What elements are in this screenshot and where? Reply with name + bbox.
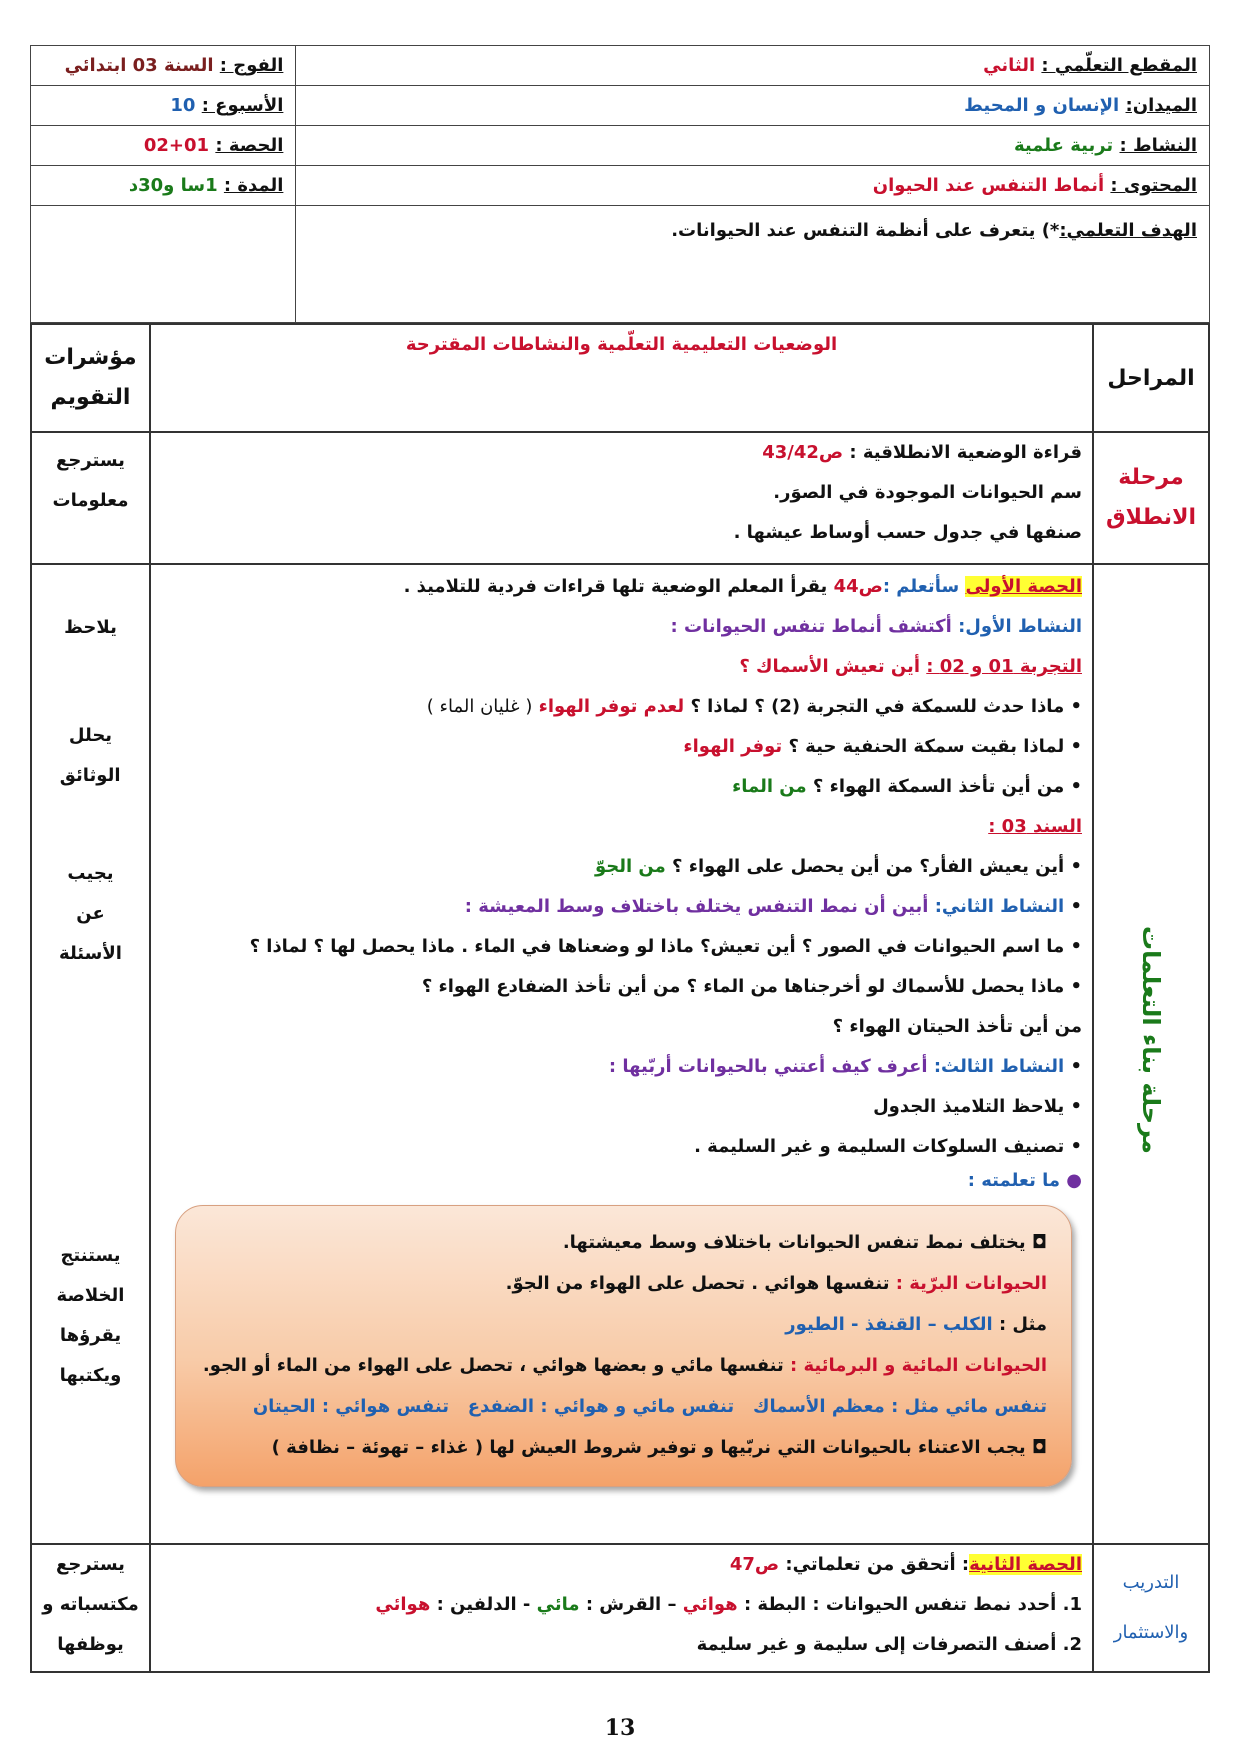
activity-value: تربية علمية <box>1013 135 1114 156</box>
summary-water: الحيوانات المائية و البرمائية : تنفسها مائي و بعضها هوائي ، تحصل على الهواء من الماء أو الجو. <box>202 1355 1047 1376</box>
launch-line-1: قراءة الوضعية الانطلاقية : ص43/42 <box>762 442 1082 463</box>
summary-box <box>175 1205 1072 1487</box>
indicator-conclude: يستنتج الخلاصة يقرؤها ويكتبها <box>56 1245 125 1386</box>
question-6: • ماذا يحصل للأسماك لو أخرجناها من الماء ؟ من أين تأخذ الضفادع الهواء ؟ <box>161 967 1082 1007</box>
goal-cell <box>296 206 1210 323</box>
launch-line-3: صنفها في جدول حسب أوساط عيشها . <box>733 522 1082 543</box>
col-situations-header: الوضعيات التعليمية التعلّمية والنشاطات المقترحة <box>150 324 1093 432</box>
session-label: الحصة : <box>215 135 284 156</box>
summary-example: مثل : الكلب – القنفذ - الطيور <box>785 1314 1047 1335</box>
launch-indicator: يسترجع معلومات <box>31 432 150 564</box>
lesson-table <box>30 323 1210 1673</box>
duration-value: 1سا و30د <box>128 175 218 196</box>
practice-item-2: 2. أصنف التصرفات إلى سليمة و غير سليمة <box>696 1634 1082 1655</box>
field-label: الميدان: <box>1125 95 1197 116</box>
goal-value: *) يتعرف على أنظمة التنفس عند الحيوانات. <box>671 220 1060 241</box>
activity1-line: النشاط الأول: أكتشف أنماط تنفس الحيوانات : <box>670 616 1082 637</box>
practice-content <box>150 1544 1093 1672</box>
group-value: السنة 03 ابتدائي <box>64 55 214 76</box>
week-cell <box>31 86 296 126</box>
build-content <box>150 564 1093 1544</box>
content-cell <box>296 166 1210 206</box>
goal-empty-cell <box>31 206 296 323</box>
summary-land: الحيوانات البرّية : تنفسها هوائي . تحصل على الهواء من الجوّ. <box>505 1273 1047 1294</box>
question-8: • يلاحظ التلاميذ الجدول <box>161 1087 1082 1127</box>
activity-label: النشاط : <box>1119 135 1197 156</box>
field-cell <box>296 86 1210 126</box>
launch-stage: مرحلة الانطلاق <box>1093 432 1209 564</box>
practice-stage: التدريب والاستثمار <box>1093 1544 1209 1672</box>
question-7: من أين تأخذ الحيتان الهواء ؟ <box>832 1016 1082 1037</box>
build-stage-cell <box>1093 564 1209 1544</box>
goal-label: الهدف التعلمي: <box>1059 220 1197 241</box>
practice-indicator: يسترجع مكتسباته و يوظفها <box>31 1544 150 1672</box>
group-cell <box>31 46 296 86</box>
question-9: • تصنيف السلوكات السليمة و غير السليمة . <box>161 1127 1082 1167</box>
launch-line-2: سم الحيوانات الموجودة في الصوَر. <box>773 482 1082 503</box>
build-indicators <box>31 564 150 1544</box>
question-5: • ما اسم الحيوانات في الصور ؟ أين تعيش؟ ماذا لو وضعناها في الماء . ماذا يحصل لها ؟ لماذا ؟ <box>161 927 1082 967</box>
duration-cell <box>31 166 296 206</box>
experiment-line: التجربة 01 و 02 : أين تعيش الأسماك ؟ <box>739 656 1082 677</box>
question-1: • ماذا حدث للسمكة في التجربة (2) ؟ لماذا ؟ لعدم توفر الهواء ( غليان الماء ) <box>161 687 1082 727</box>
week-label: الأسبوع : <box>201 95 284 116</box>
duration-label: المدة : <box>223 175 284 196</box>
summary-2: ◘ يجب الاعتناء بالحيوانات التي نربّيها و توفير شروط العيش لها ( غذاء – تهوئة – نظافة ) <box>200 1427 1047 1468</box>
page-number: 13 <box>604 1715 636 1741</box>
segment-value: الثاني <box>983 55 1036 76</box>
session1-label: الحصة الأولى <box>965 576 1082 597</box>
header-table <box>30 45 1210 323</box>
session-cell <box>31 126 296 166</box>
summary-types: تنفس مائي مثل : معظم الأسماك تنفس مائي و هوائي : الضفدع تنفس هوائي : الحيتان <box>252 1396 1047 1417</box>
activity3-line: • النشاط الثالث: أعرف كيف أعتني بالحيوانات أربّيها : <box>161 1047 1082 1087</box>
question-3: • من أين تأخذ السمكة الهواء ؟ من الماء <box>161 767 1082 807</box>
launch-page: ص43/42 <box>762 442 844 463</box>
segment-cell <box>296 46 1210 86</box>
practice-item-1: 1. أحدد نمط تنفس الحيوانات : البطة : هوائي – القرش : مائي - الدلفين : هوائي <box>375 1594 1082 1615</box>
indicator-answer: يجيب عن الأسئلة <box>59 863 122 964</box>
build-stage: مرحلة بناء التعلمات <box>1137 926 1165 1154</box>
session1-line: الحصة الأولى سأتعلم :ص44 يقرأ المعلم الوضعية تلها قراءات فردية للتلاميذ . <box>403 576 1082 597</box>
content-label: المحتوى : <box>1110 175 1197 196</box>
session-value: 01+02 <box>143 135 210 156</box>
indicator-analyze: يحلل الوثائق <box>59 725 121 786</box>
week-value: 10 <box>170 95 196 116</box>
session2-line: الحصة الثانية: أتحقق من تعلماتي: ص47 <box>729 1554 1082 1575</box>
content-value: أنماط التنفس عند الحيوان <box>872 175 1105 196</box>
segment-label: المقطع التعلّمي : <box>1041 55 1197 76</box>
question-2: • لماذا بقيت سمكة الحنفية حية ؟ توفر الهواء <box>161 727 1082 767</box>
learned-line: ● ما تعلمته : <box>967 1170 1082 1191</box>
field-value: الإنسان و المحيط <box>964 95 1120 116</box>
group-label: الفوج : <box>219 55 284 76</box>
document-3: السند 03 : <box>988 816 1082 837</box>
activity2-line: • النشاط الثاني: أبين أن نمط التنفس يختلف باختلاف وسط المعيشة : <box>161 887 1082 927</box>
question-4: • أين يعيش الفأر؟ من أين يحصل على الهواء ؟ من الجوّ <box>161 847 1082 887</box>
indicator-observe: يلاحظ <box>64 617 117 638</box>
summary-1: ◘ يختلف نمط تنفس الحيوانات باختلاف وسط معيشتها. <box>200 1222 1047 1263</box>
launch-content <box>150 432 1093 564</box>
col-indicators-header: مؤشرات التقويم <box>31 324 150 432</box>
activity-cell <box>296 126 1210 166</box>
col-stages-header: المراحل <box>1093 324 1209 432</box>
